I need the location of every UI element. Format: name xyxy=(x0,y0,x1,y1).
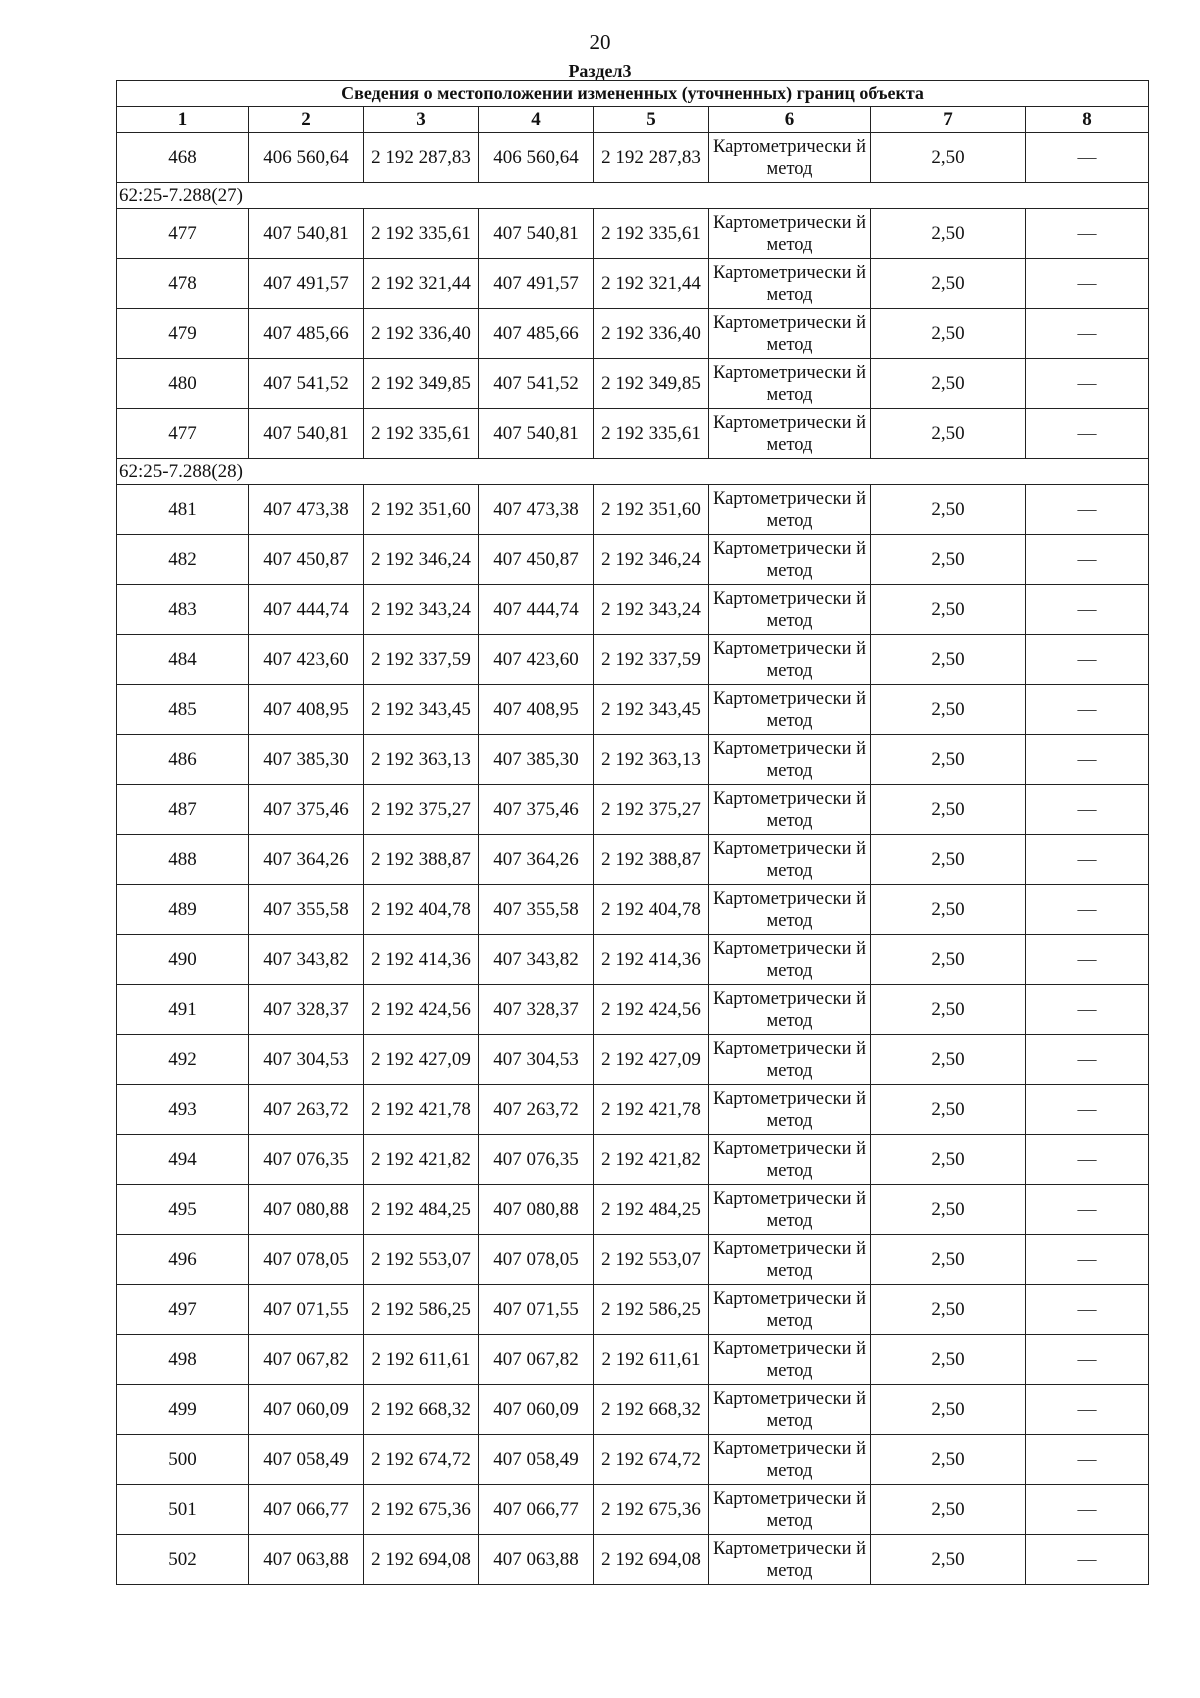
x-existing-cell: 407 071,55 xyxy=(249,1285,364,1335)
description-cell: — xyxy=(1026,1235,1149,1285)
y-new-cell: 2 192 611,61 xyxy=(594,1335,709,1385)
description-cell: — xyxy=(1026,1335,1149,1385)
description-cell: — xyxy=(1026,485,1149,535)
y-existing-cell: 2 192 421,78 xyxy=(364,1085,479,1135)
y-new-cell: 2 192 421,82 xyxy=(594,1135,709,1185)
point-number-cell: 499 xyxy=(117,1385,249,1435)
y-existing-cell: 2 192 553,07 xyxy=(364,1235,479,1285)
point-number-cell: 498 xyxy=(117,1335,249,1385)
method-cell: Картометрически й метод xyxy=(709,409,871,459)
table-row xyxy=(117,635,1149,685)
x-existing-cell: 407 408,95 xyxy=(249,685,364,735)
accuracy-cell: 2,50 xyxy=(871,1185,1026,1235)
x-new-cell: 407 066,77 xyxy=(479,1485,594,1535)
table-caption: Сведения о местоположении измененных (уточненных) границ объекта xyxy=(117,81,1149,107)
y-existing-cell: 2 192 484,25 xyxy=(364,1185,479,1235)
accuracy-cell: 2,50 xyxy=(871,309,1026,359)
description-cell: — xyxy=(1026,1185,1149,1235)
y-existing-cell: 2 192 675,36 xyxy=(364,1485,479,1535)
point-number-cell: 491 xyxy=(117,985,249,1035)
method-cell: Картометрически й метод xyxy=(709,1385,871,1435)
accuracy-cell: 2,50 xyxy=(871,259,1026,309)
accuracy-cell: 2,50 xyxy=(871,1235,1026,1285)
point-number-cell: 500 xyxy=(117,1435,249,1485)
method-cell: Картометрически й метод xyxy=(709,985,871,1035)
table-row xyxy=(117,885,1149,935)
y-existing-cell: 2 192 414,36 xyxy=(364,935,479,985)
table-row xyxy=(117,585,1149,635)
column-header: 6 xyxy=(709,107,871,133)
method-cell: Картометрически й метод xyxy=(709,535,871,585)
y-new-cell: 2 192 337,59 xyxy=(594,635,709,685)
method-cell: Картометрически й метод xyxy=(709,309,871,359)
y-existing-cell: 2 192 335,61 xyxy=(364,409,479,459)
contour-group-row xyxy=(117,459,1149,485)
table-row xyxy=(117,1035,1149,1085)
y-new-cell: 2 192 694,08 xyxy=(594,1535,709,1585)
y-existing-cell: 2 192 343,45 xyxy=(364,685,479,735)
table-row xyxy=(117,735,1149,785)
table-row xyxy=(117,1435,1149,1485)
y-existing-cell: 2 192 674,72 xyxy=(364,1435,479,1485)
accuracy-cell: 2,50 xyxy=(871,885,1026,935)
method-cell: Картометрически й метод xyxy=(709,485,871,535)
point-number-cell: 493 xyxy=(117,1085,249,1135)
description-cell: — xyxy=(1026,309,1149,359)
table-row xyxy=(117,785,1149,835)
y-existing-cell: 2 192 424,56 xyxy=(364,985,479,1035)
table-row xyxy=(117,685,1149,735)
x-new-cell: 407 343,82 xyxy=(479,935,594,985)
description-cell: — xyxy=(1026,409,1149,459)
description-cell: — xyxy=(1026,685,1149,735)
x-existing-cell: 407 063,88 xyxy=(249,1535,364,1585)
accuracy-cell: 2,50 xyxy=(871,1485,1026,1535)
y-existing-cell: 2 192 586,25 xyxy=(364,1285,479,1335)
table-header-row xyxy=(117,107,1149,133)
x-new-cell: 407 385,30 xyxy=(479,735,594,785)
description-cell: — xyxy=(1026,1485,1149,1535)
accuracy-cell: 2,50 xyxy=(871,835,1026,885)
description-cell: — xyxy=(1026,635,1149,685)
method-cell: Картометрически й метод xyxy=(709,635,871,685)
point-number-cell: 477 xyxy=(117,409,249,459)
x-existing-cell: 407 078,05 xyxy=(249,1235,364,1285)
method-cell: Картометрически й метод xyxy=(709,735,871,785)
method-cell: Картометрически й метод xyxy=(709,585,871,635)
accuracy-cell: 2,50 xyxy=(871,1135,1026,1185)
table-row xyxy=(117,485,1149,535)
point-number-cell: 489 xyxy=(117,885,249,935)
x-existing-cell: 407 540,81 xyxy=(249,209,364,259)
y-existing-cell: 2 192 351,60 xyxy=(364,485,479,535)
description-cell: — xyxy=(1026,209,1149,259)
accuracy-cell: 2,50 xyxy=(871,985,1026,1035)
table-row xyxy=(117,1085,1149,1135)
accuracy-cell: 2,50 xyxy=(871,1035,1026,1085)
x-new-cell: 407 060,09 xyxy=(479,1385,594,1435)
y-new-cell: 2 192 335,61 xyxy=(594,209,709,259)
method-cell: Картометрически й метод xyxy=(709,1535,871,1585)
method-cell: Картометрически й метод xyxy=(709,133,871,183)
y-new-cell: 2 192 321,44 xyxy=(594,259,709,309)
x-existing-cell: 407 450,87 xyxy=(249,535,364,585)
x-new-cell: 407 485,66 xyxy=(479,309,594,359)
x-new-cell: 407 375,46 xyxy=(479,785,594,835)
method-cell: Картометрически й метод xyxy=(709,1135,871,1185)
table-row xyxy=(117,1235,1149,1285)
table-row xyxy=(117,1185,1149,1235)
y-new-cell: 2 192 375,27 xyxy=(594,785,709,835)
table-row xyxy=(117,1135,1149,1185)
accuracy-cell: 2,50 xyxy=(871,785,1026,835)
contour-group-label: 62:25-7.288(27) xyxy=(117,183,1149,209)
accuracy-cell: 2,50 xyxy=(871,1285,1026,1335)
point-number-cell: 483 xyxy=(117,585,249,635)
y-new-cell: 2 192 343,45 xyxy=(594,685,709,735)
point-number-cell: 477 xyxy=(117,209,249,259)
y-existing-cell: 2 192 388,87 xyxy=(364,835,479,885)
x-existing-cell: 407 080,88 xyxy=(249,1185,364,1235)
y-existing-cell: 2 192 287,83 xyxy=(364,133,479,183)
y-new-cell: 2 192 404,78 xyxy=(594,885,709,935)
x-new-cell: 407 444,74 xyxy=(479,585,594,635)
method-cell: Картометрически й метод xyxy=(709,259,871,309)
table-row xyxy=(117,1335,1149,1385)
point-number-cell: 484 xyxy=(117,635,249,685)
x-existing-cell: 407 423,60 xyxy=(249,635,364,685)
table-row xyxy=(117,1385,1149,1435)
y-existing-cell: 2 192 321,44 xyxy=(364,259,479,309)
accuracy-cell: 2,50 xyxy=(871,585,1026,635)
table-row xyxy=(117,985,1149,1035)
description-cell: — xyxy=(1026,935,1149,985)
x-existing-cell: 407 060,09 xyxy=(249,1385,364,1435)
x-existing-cell: 407 473,38 xyxy=(249,485,364,535)
accuracy-cell: 2,50 xyxy=(871,409,1026,459)
table-row xyxy=(117,1485,1149,1535)
accuracy-cell: 2,50 xyxy=(871,485,1026,535)
y-new-cell: 2 192 346,24 xyxy=(594,535,709,585)
y-existing-cell: 2 192 343,24 xyxy=(364,585,479,635)
point-number-cell: 480 xyxy=(117,359,249,409)
x-new-cell: 407 355,58 xyxy=(479,885,594,935)
accuracy-cell: 2,50 xyxy=(871,935,1026,985)
method-cell: Картометрически й метод xyxy=(709,835,871,885)
y-new-cell: 2 192 335,61 xyxy=(594,409,709,459)
y-new-cell: 2 192 351,60 xyxy=(594,485,709,535)
point-number-cell: 478 xyxy=(117,259,249,309)
x-new-cell: 407 067,82 xyxy=(479,1335,594,1385)
y-new-cell: 2 192 421,78 xyxy=(594,1085,709,1135)
description-cell: — xyxy=(1026,985,1149,1035)
description-cell: — xyxy=(1026,359,1149,409)
method-cell: Картометрически й метод xyxy=(709,685,871,735)
method-cell: Картометрически й метод xyxy=(709,359,871,409)
y-existing-cell: 2 192 349,85 xyxy=(364,359,479,409)
point-number-cell: 481 xyxy=(117,485,249,535)
y-existing-cell: 2 192 337,59 xyxy=(364,635,479,685)
accuracy-cell: 2,50 xyxy=(871,209,1026,259)
table-caption-row xyxy=(117,81,1149,107)
point-number-cell: 492 xyxy=(117,1035,249,1085)
y-new-cell: 2 192 388,87 xyxy=(594,835,709,885)
description-cell: — xyxy=(1026,133,1149,183)
x-new-cell: 407 540,81 xyxy=(479,409,594,459)
y-new-cell: 2 192 553,07 xyxy=(594,1235,709,1285)
accuracy-cell: 2,50 xyxy=(871,133,1026,183)
x-existing-cell: 406 560,64 xyxy=(249,133,364,183)
y-existing-cell: 2 192 404,78 xyxy=(364,885,479,935)
x-existing-cell: 407 541,52 xyxy=(249,359,364,409)
table-row xyxy=(117,935,1149,985)
x-new-cell: 407 063,88 xyxy=(479,1535,594,1585)
y-new-cell: 2 192 424,56 xyxy=(594,985,709,1035)
column-header: 3 xyxy=(364,107,479,133)
point-number-cell: 497 xyxy=(117,1285,249,1335)
table-row xyxy=(117,835,1149,885)
x-existing-cell: 407 485,66 xyxy=(249,309,364,359)
x-existing-cell: 407 328,37 xyxy=(249,985,364,1035)
accuracy-cell: 2,50 xyxy=(871,1385,1026,1435)
method-cell: Картометрически й метод xyxy=(709,209,871,259)
accuracy-cell: 2,50 xyxy=(871,735,1026,785)
description-cell: — xyxy=(1026,1385,1149,1435)
section-title: Раздел3 xyxy=(568,61,632,81)
table-row xyxy=(117,409,1149,459)
description-cell: — xyxy=(1026,1135,1149,1185)
method-cell: Картометрически й метод xyxy=(709,1035,871,1085)
point-number-cell: 495 xyxy=(117,1185,249,1235)
description-cell: — xyxy=(1026,885,1149,935)
column-header: 4 xyxy=(479,107,594,133)
y-new-cell: 2 192 414,36 xyxy=(594,935,709,985)
x-new-cell: 407 541,52 xyxy=(479,359,594,409)
x-existing-cell: 407 304,53 xyxy=(249,1035,364,1085)
accuracy-cell: 2,50 xyxy=(871,1085,1026,1135)
x-new-cell: 407 076,35 xyxy=(479,1135,594,1185)
table-row xyxy=(117,535,1149,585)
description-cell: — xyxy=(1026,1085,1149,1135)
description-cell: — xyxy=(1026,1535,1149,1585)
table-row xyxy=(117,133,1149,183)
description-cell: — xyxy=(1026,785,1149,835)
point-number-cell: 494 xyxy=(117,1135,249,1185)
y-existing-cell: 2 192 421,82 xyxy=(364,1135,479,1185)
point-number-cell: 468 xyxy=(117,133,249,183)
table-row xyxy=(117,359,1149,409)
x-new-cell: 407 263,72 xyxy=(479,1085,594,1135)
x-new-cell: 407 423,60 xyxy=(479,635,594,685)
accuracy-cell: 2,50 xyxy=(871,685,1026,735)
point-number-cell: 501 xyxy=(117,1485,249,1535)
y-new-cell: 2 192 427,09 xyxy=(594,1035,709,1085)
point-number-cell: 490 xyxy=(117,935,249,985)
method-cell: Картометрически й метод xyxy=(709,1485,871,1535)
column-header: 1 xyxy=(117,107,249,133)
y-new-cell: 2 192 287,83 xyxy=(594,133,709,183)
column-header: 2 xyxy=(249,107,364,133)
column-header: 8 xyxy=(1026,107,1149,133)
x-existing-cell: 407 067,82 xyxy=(249,1335,364,1385)
accuracy-cell: 2,50 xyxy=(871,1435,1026,1485)
x-existing-cell: 407 540,81 xyxy=(249,409,364,459)
description-cell: — xyxy=(1026,1435,1149,1485)
y-new-cell: 2 192 363,13 xyxy=(594,735,709,785)
method-cell: Картометрически й метод xyxy=(709,1085,871,1135)
accuracy-cell: 2,50 xyxy=(871,635,1026,685)
description-cell: — xyxy=(1026,1285,1149,1335)
x-existing-cell: 407 058,49 xyxy=(249,1435,364,1485)
accuracy-cell: 2,50 xyxy=(871,1535,1026,1585)
point-number-cell: 479 xyxy=(117,309,249,359)
x-new-cell: 407 071,55 xyxy=(479,1285,594,1335)
y-existing-cell: 2 192 336,40 xyxy=(364,309,479,359)
x-existing-cell: 407 263,72 xyxy=(249,1085,364,1135)
x-existing-cell: 407 364,26 xyxy=(249,835,364,885)
x-new-cell: 407 058,49 xyxy=(479,1435,594,1485)
x-existing-cell: 407 343,82 xyxy=(249,935,364,985)
accuracy-cell: 2,50 xyxy=(871,535,1026,585)
y-new-cell: 2 192 586,25 xyxy=(594,1285,709,1335)
x-existing-cell: 407 076,35 xyxy=(249,1135,364,1185)
accuracy-cell: 2,50 xyxy=(871,1335,1026,1385)
x-existing-cell: 407 491,57 xyxy=(249,259,364,309)
column-header: 5 xyxy=(594,107,709,133)
x-new-cell: 407 491,57 xyxy=(479,259,594,309)
y-existing-cell: 2 192 346,24 xyxy=(364,535,479,585)
x-new-cell: 407 450,87 xyxy=(479,535,594,585)
boundary-coordinates-table xyxy=(116,80,1149,1585)
description-cell: — xyxy=(1026,535,1149,585)
x-existing-cell: 407 375,46 xyxy=(249,785,364,835)
x-new-cell: 406 560,64 xyxy=(479,133,594,183)
x-new-cell: 407 364,26 xyxy=(479,835,594,885)
x-new-cell: 407 304,53 xyxy=(479,1035,594,1085)
point-number-cell: 486 xyxy=(117,735,249,785)
table-row xyxy=(117,259,1149,309)
point-number-cell: 487 xyxy=(117,785,249,835)
method-cell: Картометрически й метод xyxy=(709,1435,871,1485)
method-cell: Картометрически й метод xyxy=(709,1335,871,1385)
x-existing-cell: 407 385,30 xyxy=(249,735,364,785)
method-cell: Картометрически й метод xyxy=(709,885,871,935)
x-new-cell: 407 078,05 xyxy=(479,1235,594,1285)
description-cell: — xyxy=(1026,735,1149,785)
method-cell: Картометрически й метод xyxy=(709,1185,871,1235)
table-row xyxy=(117,309,1149,359)
x-existing-cell: 407 066,77 xyxy=(249,1485,364,1535)
y-existing-cell: 2 192 611,61 xyxy=(364,1335,479,1385)
table-row xyxy=(117,1535,1149,1585)
y-new-cell: 2 192 349,85 xyxy=(594,359,709,409)
y-new-cell: 2 192 675,36 xyxy=(594,1485,709,1535)
contour-group-row xyxy=(117,183,1149,209)
description-cell: — xyxy=(1026,835,1149,885)
y-new-cell: 2 192 336,40 xyxy=(594,309,709,359)
y-existing-cell: 2 192 363,13 xyxy=(364,735,479,785)
x-new-cell: 407 408,95 xyxy=(479,685,594,735)
description-cell: — xyxy=(1026,1035,1149,1085)
column-header: 7 xyxy=(871,107,1026,133)
x-new-cell: 407 328,37 xyxy=(479,985,594,1035)
y-existing-cell: 2 192 694,08 xyxy=(364,1535,479,1585)
point-number-cell: 502 xyxy=(117,1535,249,1585)
point-number-cell: 496 xyxy=(117,1235,249,1285)
x-new-cell: 407 540,81 xyxy=(479,209,594,259)
y-existing-cell: 2 192 375,27 xyxy=(364,785,479,835)
y-new-cell: 2 192 343,24 xyxy=(594,585,709,635)
y-new-cell: 2 192 484,25 xyxy=(594,1185,709,1235)
y-existing-cell: 2 192 335,61 xyxy=(364,209,479,259)
x-existing-cell: 407 444,74 xyxy=(249,585,364,635)
table-row xyxy=(117,209,1149,259)
y-existing-cell: 2 192 668,32 xyxy=(364,1385,479,1435)
method-cell: Картометрически й метод xyxy=(709,785,871,835)
accuracy-cell: 2,50 xyxy=(871,359,1026,409)
description-cell: — xyxy=(1026,259,1149,309)
x-new-cell: 407 473,38 xyxy=(479,485,594,535)
method-cell: Картометрически й метод xyxy=(709,1235,871,1285)
description-cell: — xyxy=(1026,585,1149,635)
y-new-cell: 2 192 668,32 xyxy=(594,1385,709,1435)
point-number-cell: 485 xyxy=(117,685,249,735)
method-cell: Картометрически й метод xyxy=(709,935,871,985)
contour-group-label: 62:25-7.288(28) xyxy=(117,459,1149,485)
y-new-cell: 2 192 674,72 xyxy=(594,1435,709,1485)
method-cell: Картометрически й метод xyxy=(709,1285,871,1335)
table-row xyxy=(117,1285,1149,1335)
y-existing-cell: 2 192 427,09 xyxy=(364,1035,479,1085)
x-new-cell: 407 080,88 xyxy=(479,1185,594,1235)
point-number-cell: 488 xyxy=(117,835,249,885)
x-existing-cell: 407 355,58 xyxy=(249,885,364,935)
point-number-cell: 482 xyxy=(117,535,249,585)
page-number: 20 xyxy=(589,30,611,54)
